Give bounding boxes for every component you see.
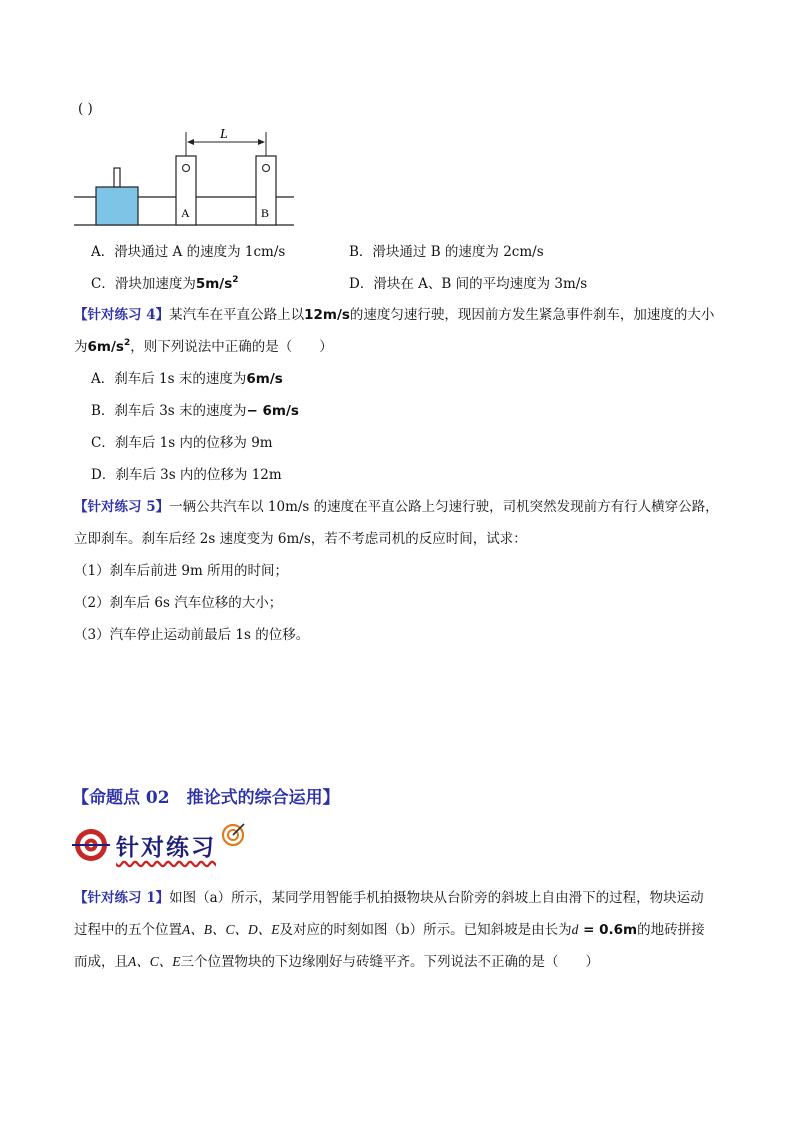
q5-sub-2: （2）刹车后 6s 汽车位移的大小； bbox=[74, 595, 283, 611]
section-title: 【命题点 02 推论式的综合运用】 bbox=[72, 788, 340, 808]
q4-line-2: 为$6m/s^2$，则下列说法中正确的是（ ） bbox=[74, 338, 333, 355]
q4-option-b: B．刹车后 3s 末的速度为− 6m/s bbox=[91, 403, 299, 419]
q5-sub-1: （1）刹车后前进 9m 所用的时间； bbox=[74, 563, 289, 579]
gate-a-label: A bbox=[181, 206, 190, 220]
target-icon bbox=[72, 824, 114, 866]
q4-option-a: A．刹车后 1s 末的速度为6m/s bbox=[91, 371, 283, 387]
q1-tag: 【针对练习 1】 bbox=[74, 890, 170, 906]
slider-block bbox=[96, 187, 138, 225]
arrowhead-right bbox=[258, 139, 265, 145]
q4-option-c: C．刹车后 1s 内的位移为 9m bbox=[91, 435, 273, 451]
q1-line-1: 【针对练习 1】如图（a）所示，某同学用智能手机拍摄物块从台阶旁的斜坡上自由滑下的过程，物块运动 bbox=[74, 890, 704, 906]
track-diagram bbox=[72, 120, 302, 230]
slider-handle bbox=[114, 168, 120, 187]
length-label: L bbox=[220, 127, 228, 142]
q4-line-1: 【针对练习 4】某汽车在平直公路上以12m/s的速度匀速行驶，现因前方发生紧急事件刹车，加速度的大小 bbox=[74, 307, 715, 323]
q5-line-2: 立即刹车。刹车后经 2s 速度变为 6m/s，若不考虑司机的反应时间，试求： bbox=[74, 531, 527, 547]
arrowhead-left bbox=[187, 139, 194, 145]
dart-icon bbox=[220, 822, 246, 848]
answer-paren: ( ) bbox=[78, 101, 93, 117]
gate-b-label: B bbox=[261, 206, 270, 220]
q3-option-a: A．滑块通过 A 的速度为 1cm/s bbox=[91, 244, 286, 260]
q5-sub-3: （3）汽车停止运动前最后 1s 的位移。 bbox=[74, 627, 310, 643]
q5-tag: 【针对练习 5】 bbox=[74, 499, 170, 515]
gate-a-sensor bbox=[183, 165, 190, 172]
q4-option-d: D．刹车后 3s 内的位移为 12m bbox=[91, 467, 282, 483]
practice-badge: 针对练习 bbox=[116, 835, 216, 861]
q3-option-b: B．滑块通过 B 的速度为 2cm/s bbox=[349, 244, 544, 260]
q5-line-1: 【针对练习 5】一辆公共汽车以 10m/s 的速度在平直公路上匀速行驶，司机突然发现前方有行人横穿公路， bbox=[74, 499, 719, 515]
q3-option-c: C．滑块加速度为$5m/s^2$ bbox=[91, 275, 239, 292]
q1-line-2: 过程中的五个位置A、B、C、D、E及对应的时刻如图（b）所示。已知斜坡是由长为d = 0.6m的地砖拼接 bbox=[74, 922, 705, 938]
q3-option-d: D．滑块在 A、B 间的平均速度为 3m/s bbox=[349, 276, 588, 292]
q4-tag: 【针对练习 4】 bbox=[74, 307, 170, 323]
q1-line-3: 而成，且A、C、E三个位置物块的下边缘刚好与砖缝平齐。下列说法不正确的是（ ） bbox=[74, 954, 599, 970]
gate-b-sensor bbox=[263, 165, 270, 172]
